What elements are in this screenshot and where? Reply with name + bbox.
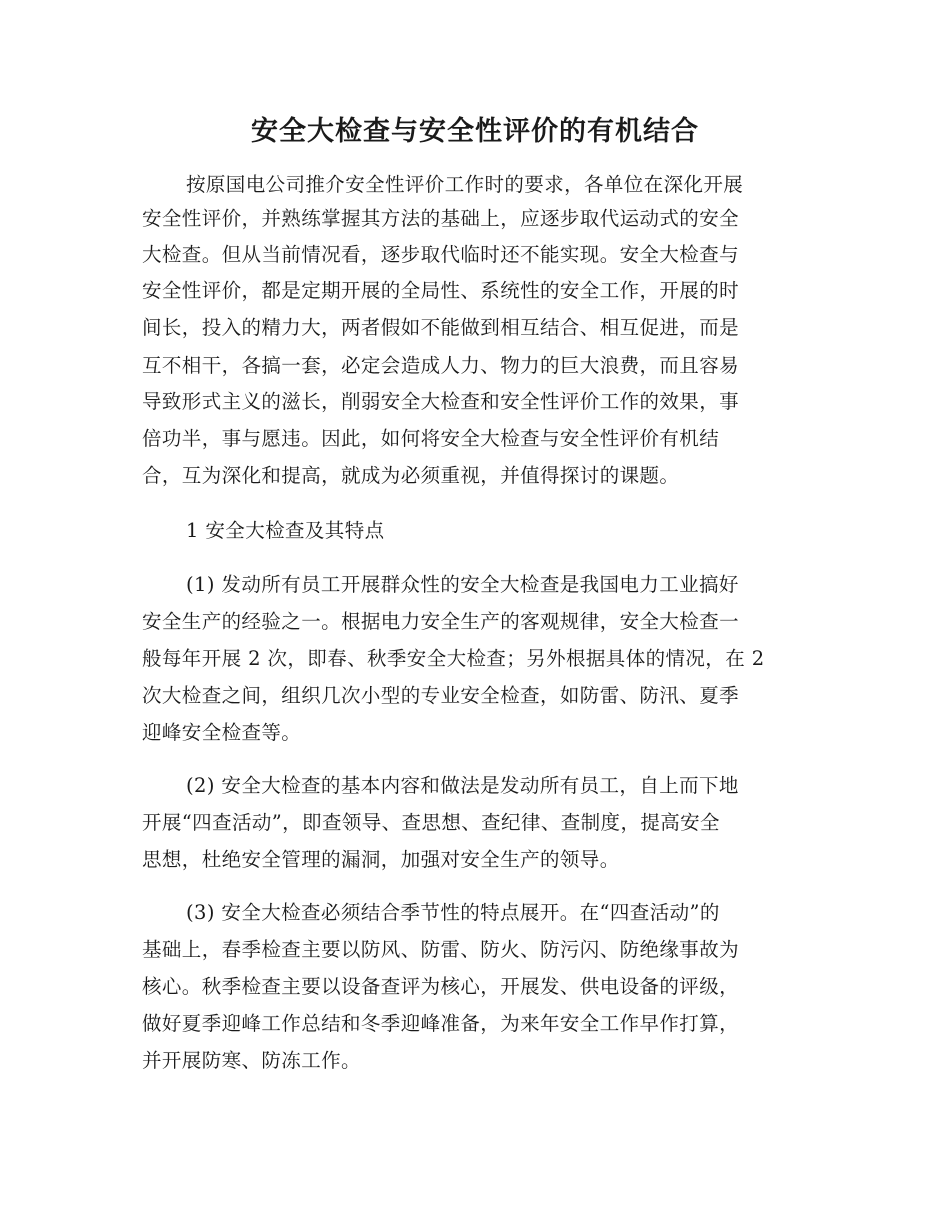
document-title: 安全大检查与安全性评价的有机结合 bbox=[251, 116, 699, 147]
paragraph-2-line-2: 安全生产的经验之一。根据电力安全生产的客观规律，安全大检查一 bbox=[142, 610, 740, 633]
paragraph-3-line-2: 开展“四查活动”，即查领导、查思想、查纪律、查制度，提高安全 bbox=[142, 811, 720, 834]
paragraph-1-line-5: 间长，投入的精力大，两者假如不能做到相互结合、相互促进，而是 bbox=[142, 316, 740, 339]
paragraph-4-line-4: 做好夏季迎峰工作总结和冬季迎峰准备，为来年安全工作早作打算， bbox=[142, 1012, 740, 1035]
paragraph-2-line-3: 般每年开展 2 次，即春、秋季安全大检查；另外根据具体的情况，在 2 bbox=[142, 647, 765, 670]
paragraph-4-line-2: 基础上，春季检查主要以防风、防雷、防火、防污闪、防绝缘事故为 bbox=[142, 938, 740, 961]
paragraph-1-line-7: 导致形式主义的滋长，削弱安全大检查和安全性评价工作的效果，事 bbox=[142, 390, 740, 413]
paragraph-2-line-5: 迎峰安全检查等。 bbox=[142, 721, 302, 744]
paragraph-3-line-3: 思想，杜绝安全管理的漏洞，加强对安全生产的领导。 bbox=[142, 848, 620, 871]
paragraph-4-line-1: (3) 安全大检查必须结合季节性的特点展开。在“四查活动”的 bbox=[186, 901, 720, 924]
section-heading-1: 1 安全大检查及其特点 bbox=[186, 519, 385, 542]
paragraph-1-line-3: 大检查。但从当前情况看，逐步取代临时还不能实现。安全大检查与 bbox=[142, 243, 740, 266]
paragraph-1-line-8: 倍功半，事与愿违。因此，如何将安全大检查与安全性评价有机结 bbox=[142, 427, 720, 450]
paragraph-1-line-2: 安全性评价，并熟练掌握其方法的基础上，应逐步取代运动式的安全 bbox=[142, 207, 740, 230]
paragraph-4-line-5: 并开展防寒、防冻工作。 bbox=[142, 1049, 361, 1072]
paragraph-1-line-9: 合，互为深化和提高，就成为必须重视，并值得探讨的课题。 bbox=[142, 464, 680, 487]
paragraph-1-line-4: 安全性评价，都是定期开展的全局性、系统性的安全工作，开展的时 bbox=[142, 279, 740, 302]
paragraph-4-line-3: 核心。秋季检查主要以设备查评为核心，开展发、供电设备的评级， bbox=[142, 975, 740, 998]
paragraph-3-line-1: (2) 安全大检查的基本内容和做法是发动所有员工，自上而下地 bbox=[186, 774, 739, 797]
paragraph-1-line-1: 按原国电公司推介安全性评价工作时的要求，各单位在深化开展 bbox=[186, 173, 744, 196]
paragraph-2-line-1: (1) 发动所有员工开展群众性的安全大检查是我国电力工业搞好 bbox=[186, 573, 739, 596]
paragraph-2-line-4: 次大检查之间，组织几次小型的专业安全检查，如防雷、防汛、夏季 bbox=[142, 684, 740, 707]
paragraph-1-line-6: 互不相干，各搞一套，必定会造成人力、物力的巨大浪费，而且容易 bbox=[142, 354, 740, 377]
